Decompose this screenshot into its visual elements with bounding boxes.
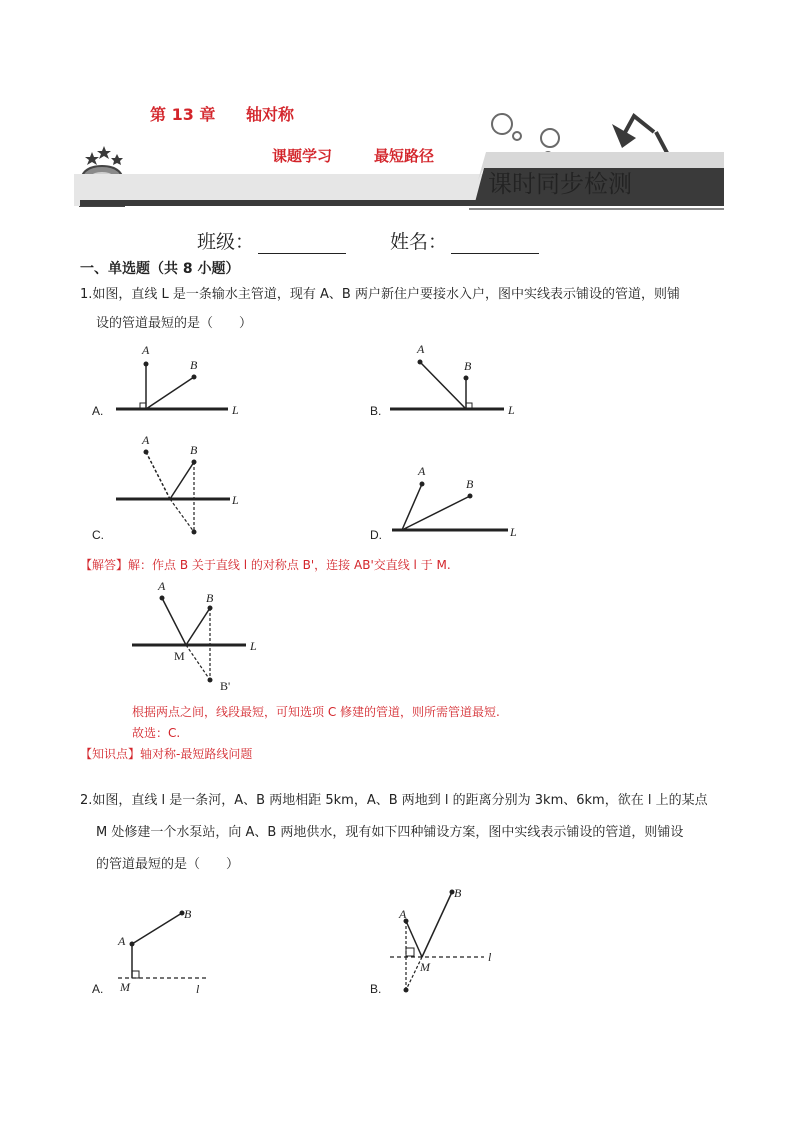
label-line: L <box>508 403 515 417</box>
q1-answer-text: 解：作点 B 关于直线 l 的对称点 B'，连接 AB'交直线 l 于 M. <box>128 558 451 572</box>
q1-explanation: 根据两点之间，线段最短，可知选项 C 修建的管道，则所需管道最短. <box>132 705 500 719</box>
class-field[interactable] <box>197 227 346 254</box>
label-b: B <box>206 591 214 605</box>
name-blank[interactable] <box>451 235 539 254</box>
label-a: A <box>418 464 426 478</box>
label-line: L <box>510 525 517 539</box>
label-a: A <box>399 907 407 921</box>
q1-knowledge-tag: 【知识点】 <box>80 747 141 761</box>
q1-option-d-figure[interactable] <box>384 460 524 540</box>
label-b: B <box>466 477 474 491</box>
q1-answer-tag: 【解答】 <box>80 558 129 572</box>
q1-conclusion: 故选：C. <box>132 726 181 740</box>
q2-stem-line3: 的管道最短的是（ ） <box>96 857 240 872</box>
label-a: A <box>142 343 150 357</box>
label-b: B <box>464 359 472 373</box>
chapter-number: 第 13 章 <box>150 105 216 124</box>
label-line: L <box>250 639 257 653</box>
label-b: B <box>190 358 198 372</box>
q1-stem-line2: 设的管道最短的是（ ） <box>96 316 253 331</box>
q2-stem-line1: 2.如图，直线 l 是一条河，A、B 两地相距 5km，A、B 两地到 l 的距离分别为 3km、6km，欲在 l 上的某点 <box>80 793 708 808</box>
label-river: l <box>488 950 492 964</box>
label-line: L <box>232 403 239 417</box>
label-a: A <box>118 934 126 948</box>
q1-option-c-figure[interactable] <box>110 430 250 540</box>
q1-option-a-figure[interactable] <box>110 340 250 422</box>
q2-option-b-figure[interactable] <box>384 880 504 998</box>
q1-option-b-label[interactable]: B. <box>370 404 382 418</box>
q1-stem-line1: 1.如图，直线 L 是一条输水主管道，现有 A、B 两户新住户要接水入户，图中实线表示铺设的管道，则铺 <box>80 287 680 302</box>
q1-option-b-figure[interactable] <box>384 340 524 422</box>
name-label: 姓名： <box>390 231 448 253</box>
label-b: B <box>190 443 198 457</box>
lesson-title: 最短路径 <box>374 147 435 165</box>
label-b: B <box>454 886 462 900</box>
q1-knowledge-text: 轴对称-最短路线问题 <box>140 747 253 761</box>
stars-icon <box>85 146 123 165</box>
q1-knowledge <box>80 745 252 762</box>
class-blank[interactable] <box>258 235 346 254</box>
label-a: A <box>142 433 150 447</box>
label-b-prime: B' <box>220 679 231 693</box>
lesson-type: 课题学习 <box>272 147 333 165</box>
banner-text: 课时同步检测 <box>488 170 632 198</box>
q1-answer <box>80 556 451 573</box>
q2-option-a-figure[interactable] <box>110 900 220 998</box>
q1-option-a-label[interactable]: A. <box>92 404 104 418</box>
chapter-topic: 轴对称 <box>246 105 295 124</box>
q1-option-c-label[interactable]: C. <box>92 528 104 542</box>
name-field[interactable] <box>390 227 539 254</box>
label-m: M <box>420 960 430 974</box>
label-a: A <box>158 579 166 593</box>
label-b: B <box>184 907 192 921</box>
label-a: A <box>417 342 425 356</box>
label-m: M <box>174 649 185 663</box>
class-label: 班级： <box>197 231 255 253</box>
q2-option-b-label[interactable]: B. <box>370 982 382 996</box>
q2-stem-line2: M 处修建一个水泵站，向 A、B 两地供水，现有如下四种铺设方案，图中实线表示铺设的管道，则铺设 <box>96 825 684 840</box>
label-m: M <box>120 980 130 994</box>
label-line: L <box>232 493 239 507</box>
section-title: 一、单选题（共 8 小题） <box>80 261 240 277</box>
q2-option-a-label[interactable]: A. <box>92 982 104 996</box>
q1-option-d-label[interactable]: D. <box>370 528 382 542</box>
q1-answer-figure <box>126 576 266 696</box>
label-river: l <box>196 982 200 996</box>
